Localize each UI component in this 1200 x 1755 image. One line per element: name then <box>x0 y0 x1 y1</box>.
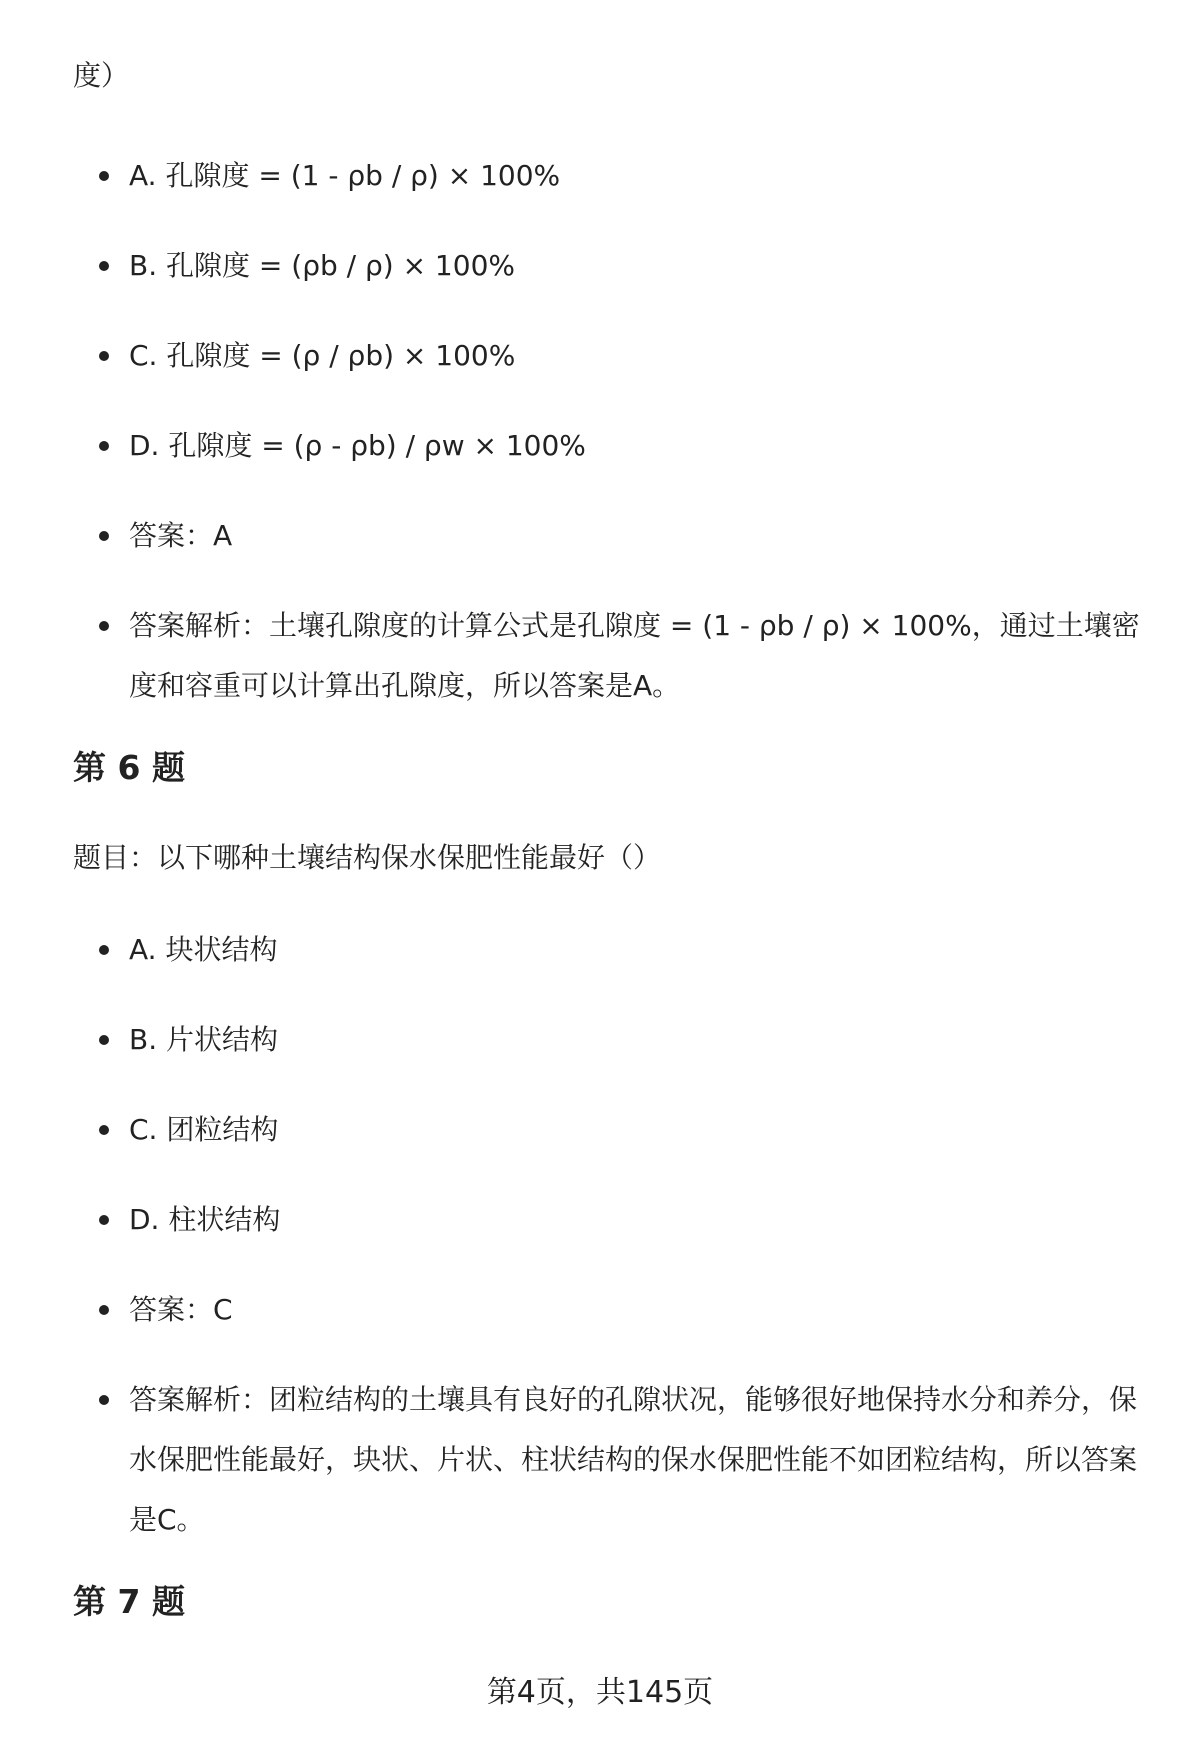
page-content <box>73 56 1163 1672</box>
answer-text: 答案：C <box>129 1293 233 1326</box>
bullet-icon <box>99 1215 109 1225</box>
explanation-text: 答案解析：土壤孔隙度的计算公式是孔隙度 = (1 - ρb / ρ) × 100%，通过土壤密度和容重可以计算出孔隙度，所以答案是A。 <box>129 609 1140 702</box>
list-item <box>73 1190 1163 1250</box>
list-item <box>73 416 1163 476</box>
option-text: A. 块状结构 <box>129 933 278 966</box>
list-item <box>73 146 1163 206</box>
bullet-icon <box>99 945 109 955</box>
list-item <box>73 1100 1163 1160</box>
bullet-icon <box>99 171 109 181</box>
question-6-heading: 第 6 题 <box>73 748 185 787</box>
bullet-icon <box>99 1305 109 1315</box>
bullet-icon <box>99 531 109 541</box>
list-item <box>73 326 1163 386</box>
option-text: D. 孔隙度 = (ρ - ρb) / ρw × 100% <box>129 429 586 462</box>
bullet-icon <box>99 1035 109 1045</box>
continued-text: 度） <box>73 59 130 92</box>
list-item <box>73 1010 1163 1070</box>
explanation-text: 答案解析：团粒结构的土壤具有良好的孔隙状况，能够很好地保持水分和养分，保水保肥性能最好，块状、片状、柱状结构的保水保肥性能不如团粒结构，所以答案是C。 <box>129 1383 1138 1536</box>
bullet-icon <box>99 621 109 631</box>
page-footer: 第4页，共145页 <box>486 1675 714 1710</box>
bullet-icon <box>99 1125 109 1135</box>
option-text: B. 孔隙度 = (ρb / ρ) × 100% <box>129 249 515 282</box>
list-item <box>73 236 1163 296</box>
bullet-icon <box>99 351 109 361</box>
question-5-options <box>73 146 1163 716</box>
bullet-icon <box>99 441 109 451</box>
bullet-icon <box>99 261 109 271</box>
option-text: A. 孔隙度 = (1 - ρb / ρ) × 100% <box>129 159 561 192</box>
answer-item <box>73 506 1163 566</box>
question-7-heading: 第 7 题 <box>73 1582 185 1621</box>
explanation-item <box>73 1370 1163 1550</box>
answer-text: 答案：A <box>129 519 233 552</box>
question-6-options <box>73 920 1163 1550</box>
option-text: B. 片状结构 <box>129 1023 279 1056</box>
list-item <box>73 920 1163 980</box>
question-6-stem: 题目：以下哪种土壤结构保水保肥性能最好（） <box>73 841 662 874</box>
answer-item <box>73 1280 1163 1340</box>
bullet-icon <box>99 1395 109 1405</box>
option-text: C. 团粒结构 <box>129 1113 279 1146</box>
option-text: C. 孔隙度 = (ρ / ρb) × 100% <box>129 339 516 372</box>
option-text: D. 柱状结构 <box>129 1203 281 1236</box>
explanation-item <box>73 596 1163 716</box>
